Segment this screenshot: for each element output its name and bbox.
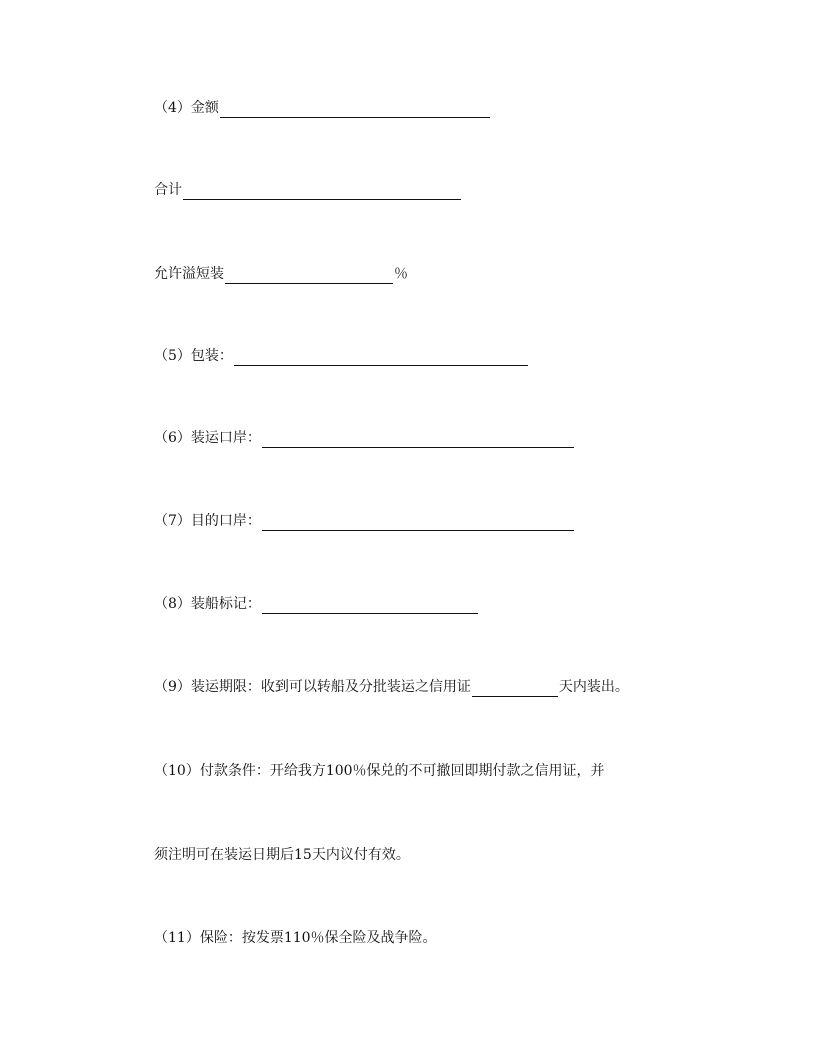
destination-port-blank[interactable] [262, 515, 574, 531]
total-label: 合计 [154, 182, 182, 198]
amount-label: （4）金额 [154, 100, 219, 116]
packing-label: （5）包装： [154, 348, 233, 364]
shipping-mark-blank[interactable] [262, 598, 478, 614]
loading-port-line [154, 428, 575, 448]
payment-terms-line [154, 761, 605, 781]
packing-blank[interactable] [234, 350, 528, 366]
insurance-text: （11）保险：按发票110％保全险及战争险。 [154, 930, 437, 946]
packing-line [154, 346, 529, 366]
shipping-mark-line [154, 594, 479, 614]
destination-port-line [154, 511, 575, 531]
shipment-period-label: （9）装运期限：收到可以转船及分批装运之信用证 [154, 679, 471, 695]
insurance-line [154, 928, 437, 948]
shipping-mark-label: （8）装船标记： [154, 596, 261, 612]
destination-port-label: （7）目的口岸： [154, 513, 261, 529]
total-line [154, 180, 462, 200]
shipment-days-blank[interactable] [472, 681, 558, 697]
percent-sign: ％ [394, 266, 408, 282]
payment-terms-continuation [154, 845, 410, 865]
tolerance-blank[interactable] [225, 268, 393, 284]
amount-blank[interactable] [220, 102, 490, 118]
tolerance-label: 允许溢短装 [154, 266, 224, 282]
payment-terms-text: （10）付款条件：开给我方100％保兑的不可撤回即期付款之信用证，并 [154, 763, 605, 779]
shipment-period-line [154, 677, 629, 697]
loading-port-blank[interactable] [262, 432, 574, 448]
shipment-period-suffix: 天内装出。 [558, 679, 629, 695]
tolerance-line [154, 264, 408, 284]
amount-line [154, 98, 491, 118]
total-blank[interactable] [183, 184, 461, 200]
loading-port-label: （6）装运口岸： [154, 430, 261, 446]
payment-terms-continuation-text: 须注明可在装运日期后15天内议付有效。 [154, 847, 410, 863]
